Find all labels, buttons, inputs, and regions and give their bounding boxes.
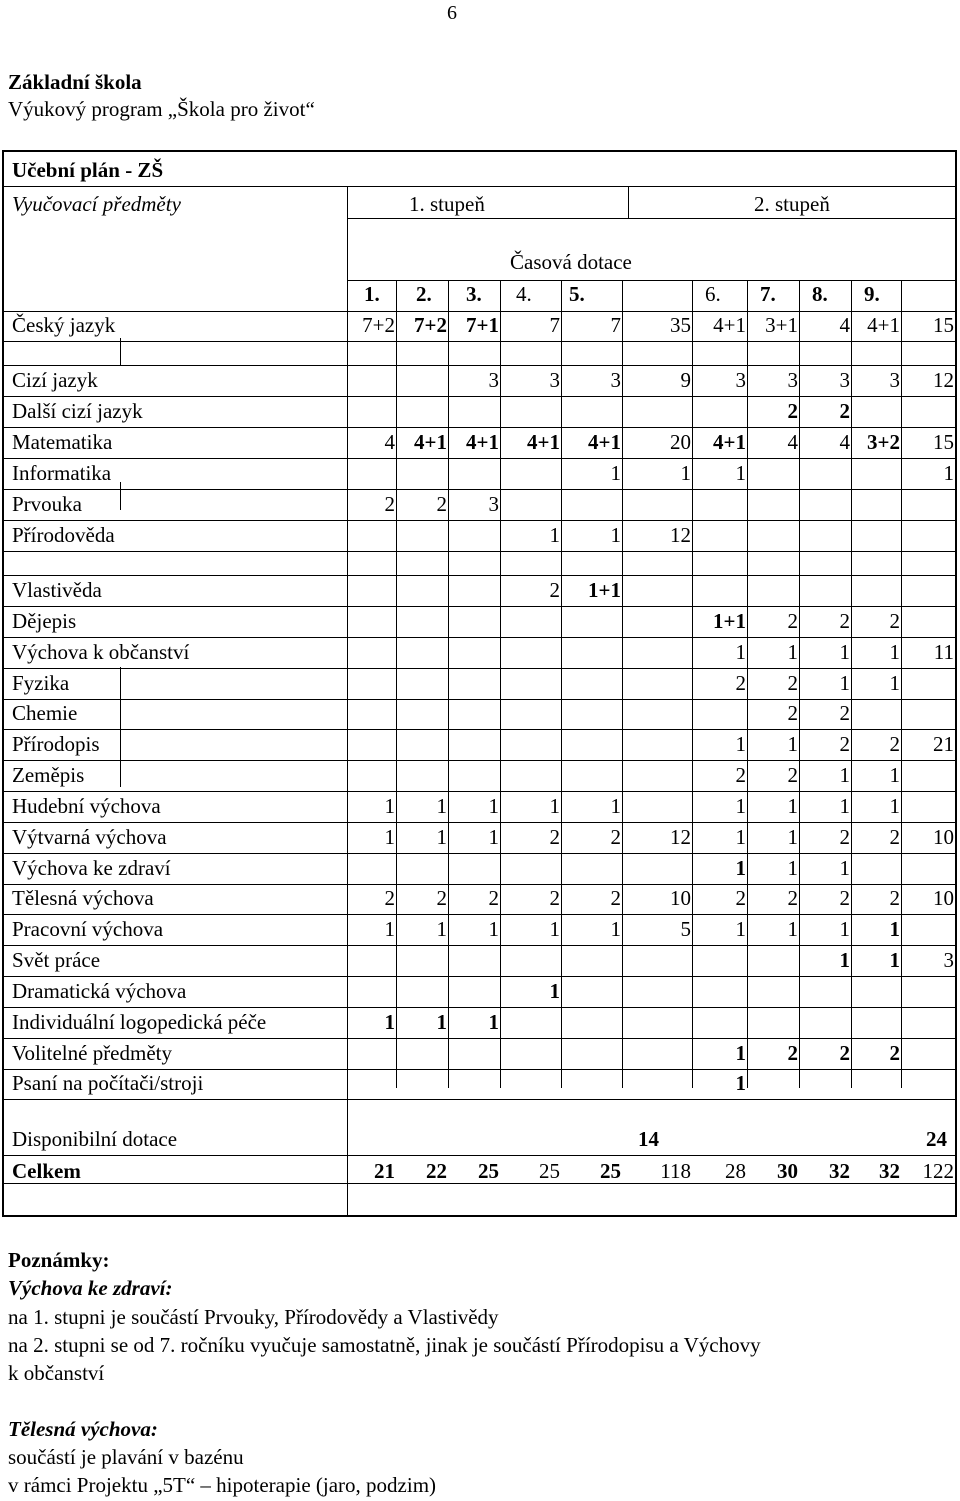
hours-cell: 15 <box>933 430 954 454</box>
grid-line <box>4 668 957 669</box>
subjects-header: Vyučovací předměty <box>12 192 181 216</box>
hours-cell: 1 <box>839 948 850 972</box>
hours-cell: 7+2 <box>362 313 395 337</box>
grid-line <box>4 551 957 552</box>
grid-line <box>120 482 121 510</box>
hours-cell: 1 <box>839 763 850 787</box>
hours-cell: 1 <box>787 856 798 880</box>
hours-cell: 2 <box>549 886 560 910</box>
hours-cell: 4+1 <box>466 430 499 454</box>
hours-cell: 5 <box>680 917 691 941</box>
hours-cell: 11 <box>933 640 954 664</box>
hours-cell: 2 <box>839 399 850 423</box>
hours-cell: 3 <box>549 368 560 392</box>
curriculum-table <box>2 150 957 1217</box>
hours-cell: 1 <box>549 979 560 1003</box>
hours-cell: 2 <box>735 671 746 695</box>
hours-cell: 1 <box>488 917 499 941</box>
grid-line <box>4 945 957 946</box>
hours-cell: 4 <box>839 430 850 454</box>
total-cell: 22 <box>426 1159 447 1183</box>
subject-name: Prvouka <box>12 492 82 516</box>
hours-cell: 1 <box>610 461 621 485</box>
grid-line <box>622 280 623 1088</box>
hours-cell: 1 <box>787 732 798 756</box>
hours-cell: 1 <box>610 917 621 941</box>
hours-cell: 1 <box>839 917 850 941</box>
hours-cell: 4+1 <box>713 313 746 337</box>
grade-header: 8. <box>812 282 828 306</box>
total-cell: 28 <box>725 1159 746 1183</box>
hours-cell: 1 <box>889 763 900 787</box>
grid-line <box>4 791 957 792</box>
program-title: Výukový program „Škola pro život“ <box>8 97 315 121</box>
stage2-header: 2. stupeň <box>754 192 830 216</box>
hours-cell: 20 <box>670 430 691 454</box>
hours-cell: 2 <box>787 763 798 787</box>
hours-cell: 2 <box>889 1041 900 1065</box>
subject-name: Chemie <box>12 701 78 725</box>
subject-name: Výchova k občanství <box>12 640 190 664</box>
hours-cell: 1 <box>735 640 746 664</box>
subject-name: Tělesná výchova <box>12 886 154 910</box>
subject-name: Vlastivěda <box>12 578 102 602</box>
hours-cell: 1 <box>889 948 900 972</box>
hours-cell: 1 <box>384 917 395 941</box>
hours-cell: 1 <box>839 856 850 880</box>
total-cell: 25 <box>478 1159 499 1183</box>
hours-cell: 4+1 <box>414 430 447 454</box>
hours-cell: 1 <box>384 1010 395 1034</box>
hours-cell: 1 <box>488 794 499 818</box>
time-allocation-header: Časová dotace <box>510 250 632 274</box>
subject-name: Pracovní výchova <box>12 917 164 941</box>
hours-cell: 12 <box>670 523 691 547</box>
hours-cell: 7 <box>549 313 560 337</box>
grid-line <box>4 365 957 366</box>
hours-cell: 1 <box>436 794 447 818</box>
hours-cell: 2 <box>889 609 900 633</box>
subject-name: Dějepis <box>12 609 77 633</box>
hours-cell: 1 <box>889 671 900 695</box>
hours-cell: 3 <box>839 368 850 392</box>
total-cell: 30 <box>777 1159 798 1183</box>
hours-cell: 2 <box>839 1041 850 1065</box>
hours-cell: 1 <box>735 461 746 485</box>
pe-note-title: Tělesná výchova: <box>8 1417 158 1441</box>
hours-cell: 7+2 <box>414 313 447 337</box>
total-cell: 32 <box>879 1159 900 1183</box>
hours-cell: 3 <box>787 368 798 392</box>
hours-cell: 4+1 <box>588 430 621 454</box>
total-cell: 21 <box>374 1159 395 1183</box>
hours-cell: 2 <box>787 1041 798 1065</box>
pe-note-line: součástí je plavání v bazénu <box>8 1445 244 1469</box>
hours-cell: 2 <box>839 825 850 849</box>
total-cell: 25 <box>600 1159 621 1183</box>
disposable-stage2: 24 <box>926 1127 947 1151</box>
grid-line <box>4 822 957 823</box>
grid-line <box>4 489 957 490</box>
grid-line <box>4 1099 957 1100</box>
plan-title: Učební plán - ZŠ <box>12 158 164 182</box>
hours-cell: 3 <box>488 492 499 516</box>
hours-cell: 12 <box>670 825 691 849</box>
grid-line <box>4 729 957 730</box>
hours-cell: 1 <box>735 794 746 818</box>
hours-cell: 3 <box>488 368 499 392</box>
hours-cell: 1 <box>384 794 395 818</box>
hours-cell: 1 <box>549 794 560 818</box>
grid-line <box>120 759 121 787</box>
hours-cell: 1 <box>839 671 850 695</box>
grid-line <box>448 280 449 1088</box>
hours-cell: 2 <box>889 825 900 849</box>
hours-cell: 1 <box>436 1010 447 1034</box>
hours-cell: 1+1 <box>588 578 621 602</box>
hours-cell: 1 <box>943 461 954 485</box>
hours-cell: 3+2 <box>867 430 900 454</box>
grid-line <box>4 1007 957 1008</box>
grid-line <box>4 458 957 459</box>
hours-cell: 1 <box>549 917 560 941</box>
hours-cell: 4+1 <box>713 430 746 454</box>
hours-cell: 1 <box>680 461 691 485</box>
hours-cell: 2 <box>839 732 850 756</box>
hours-cell: 1 <box>889 917 900 941</box>
hours-cell: 1 <box>384 825 395 849</box>
hours-cell: 1 <box>839 640 850 664</box>
hours-cell: 2 <box>787 671 798 695</box>
hours-cell: 3 <box>943 948 954 972</box>
hours-cell: 1 <box>889 794 900 818</box>
grade-header: 5. <box>569 282 585 306</box>
hours-cell: 4 <box>384 430 395 454</box>
grid-line <box>4 575 957 576</box>
hours-cell: 1 <box>787 917 798 941</box>
health-note-title: Výchova ke zdraví: <box>8 1276 173 1300</box>
grid-line <box>4 853 957 854</box>
grid-line <box>4 976 957 977</box>
hours-cell: 1 <box>735 825 746 849</box>
hours-cell: 1 <box>610 523 621 547</box>
hours-cell: 10 <box>933 886 954 910</box>
subject-name: Výtvarná výchova <box>12 825 167 849</box>
stage1-header: 1. stupeň <box>409 192 485 216</box>
grid-line <box>561 280 562 1088</box>
hours-cell: 2 <box>839 701 850 725</box>
grid-line <box>4 606 957 607</box>
total-cell: 118 <box>660 1159 691 1183</box>
hours-cell: 2 <box>384 492 395 516</box>
grid-line <box>500 280 501 1088</box>
hours-cell: 1 <box>488 1010 499 1034</box>
hours-cell: 4 <box>839 313 850 337</box>
subject-name: Psaní na počítači/stroji <box>12 1071 204 1095</box>
hours-cell: 1 <box>735 1071 746 1095</box>
grid-line <box>4 427 957 428</box>
grid-line <box>4 914 957 915</box>
hours-cell: 2 <box>889 732 900 756</box>
grid-line <box>347 280 957 281</box>
hours-cell: 2 <box>384 886 395 910</box>
disposable-stage1: 14 <box>638 1127 659 1151</box>
subject-name: Další cizí jazyk <box>12 399 143 423</box>
subject-name: Cizí jazyk <box>12 368 98 392</box>
hours-cell: 1 <box>787 640 798 664</box>
subject-name: Dramatická výchova <box>12 979 187 1003</box>
health-note-line: k občanství <box>8 1361 105 1385</box>
hours-cell: 7+1 <box>466 313 499 337</box>
subject-name: Svět práce <box>12 948 101 972</box>
subject-name: Hudební výchova <box>12 794 161 818</box>
hours-cell: 2 <box>787 399 798 423</box>
hours-cell: 1 <box>787 825 798 849</box>
grid-line <box>4 520 957 521</box>
hours-cell: 1 <box>436 917 447 941</box>
hours-cell: 12 <box>933 368 954 392</box>
hours-cell: 1 <box>436 825 447 849</box>
hours-cell: 1 <box>889 640 900 664</box>
hours-cell: 35 <box>670 313 691 337</box>
hours-cell: 1 <box>735 1041 746 1065</box>
grid-line <box>4 1069 957 1070</box>
notes-title: Poznámky: <box>8 1248 110 1272</box>
subject-name: Informatika <box>12 461 112 485</box>
hours-cell: 2 <box>839 886 850 910</box>
hours-cell: 3+1 <box>765 313 798 337</box>
grade-header: 3. <box>466 282 482 306</box>
hours-cell: 3 <box>889 368 900 392</box>
grid-line <box>628 186 629 218</box>
hours-cell: 1 <box>735 917 746 941</box>
hours-cell: 1 <box>549 523 560 547</box>
subject-name: Fyzika <box>12 671 70 695</box>
hours-cell: 2 <box>436 886 447 910</box>
grade-header: 6. <box>705 282 721 306</box>
hours-cell: 9 <box>680 368 691 392</box>
hours-cell: 15 <box>933 313 954 337</box>
grid-line <box>347 218 957 219</box>
hours-cell: 2 <box>787 609 798 633</box>
subject-name: Český jazyk <box>12 313 116 337</box>
grid-line <box>4 760 957 761</box>
hours-cell: 1 <box>610 794 621 818</box>
hours-cell: 2 <box>436 492 447 516</box>
grid-line <box>4 341 957 342</box>
subject-name: Individuální logopedická péče <box>12 1010 267 1034</box>
grid-line <box>4 1038 957 1039</box>
hours-cell: 2 <box>610 886 621 910</box>
hours-cell: 3 <box>735 368 746 392</box>
hours-cell: 2 <box>610 825 621 849</box>
hours-cell: 7 <box>610 313 621 337</box>
hours-cell: 1 <box>735 856 746 880</box>
subject-name: Přírodověda <box>12 523 115 547</box>
hours-cell: 1 <box>787 794 798 818</box>
grade-header: 2. <box>416 282 432 306</box>
grid-line <box>4 1183 957 1184</box>
grid-line <box>120 338 121 366</box>
hours-cell: 21 <box>933 732 954 756</box>
hours-cell: 2 <box>488 886 499 910</box>
hours-cell: 10 <box>670 886 691 910</box>
grade-header: 9. <box>864 282 880 306</box>
hours-cell: 2 <box>735 886 746 910</box>
total-label: Celkem <box>12 1159 81 1183</box>
total-cell: 122 <box>922 1159 954 1183</box>
hours-cell: 2 <box>735 763 746 787</box>
hours-cell: 2 <box>787 701 798 725</box>
health-note-line: na 2. stupni se od 7. ročníku vyučuje samostatně, jinak je součástí Přírodopisu a Výchovy <box>8 1333 761 1357</box>
grid-line <box>4 699 957 700</box>
page-number: 6 <box>447 2 457 24</box>
grade-header: 4. <box>516 282 532 306</box>
hours-cell: 1+1 <box>713 609 746 633</box>
hours-cell: 3 <box>610 368 621 392</box>
hours-cell: 2 <box>549 825 560 849</box>
subject-name: Matematika <box>12 430 113 454</box>
health-note-line: na 1. stupni je součástí Prvouky, Přírodovědy a Vlastivědy <box>8 1305 499 1329</box>
disposable-label: Disponibilní dotace <box>12 1127 178 1151</box>
grid-line <box>4 396 957 397</box>
hours-cell: 1 <box>735 732 746 756</box>
hours-cell: 1 <box>488 825 499 849</box>
total-cell: 32 <box>829 1159 850 1183</box>
grid-line <box>4 1155 957 1156</box>
hours-cell: 4 <box>787 430 798 454</box>
grid-line <box>4 311 957 312</box>
hours-cell: 10 <box>933 825 954 849</box>
hours-cell: 1 <box>839 794 850 818</box>
grid-line <box>4 637 957 638</box>
subject-name: Volitelné předměty <box>12 1041 172 1065</box>
pe-note-line: v rámci Projektu „5T“ – hipoterapie (jaro, podzim) <box>8 1473 437 1497</box>
subject-name: Výchova ke zdraví <box>12 856 171 880</box>
hours-cell: 2 <box>549 578 560 602</box>
subject-name: Zeměpis <box>12 763 85 787</box>
hours-cell: 4+1 <box>527 430 560 454</box>
hours-cell: 2 <box>889 886 900 910</box>
grade-header: 7. <box>760 282 776 306</box>
hours-cell: 2 <box>839 609 850 633</box>
school-title: Základní škola <box>8 70 142 94</box>
grid-line <box>4 186 957 187</box>
total-cell: 25 <box>539 1159 560 1183</box>
subject-name: Přírodopis <box>12 732 100 756</box>
hours-cell: 2 <box>787 886 798 910</box>
hours-cell: 4+1 <box>867 313 900 337</box>
grid-line <box>396 280 397 1088</box>
grid-line <box>4 884 957 885</box>
grade-header: 1. <box>364 282 380 306</box>
